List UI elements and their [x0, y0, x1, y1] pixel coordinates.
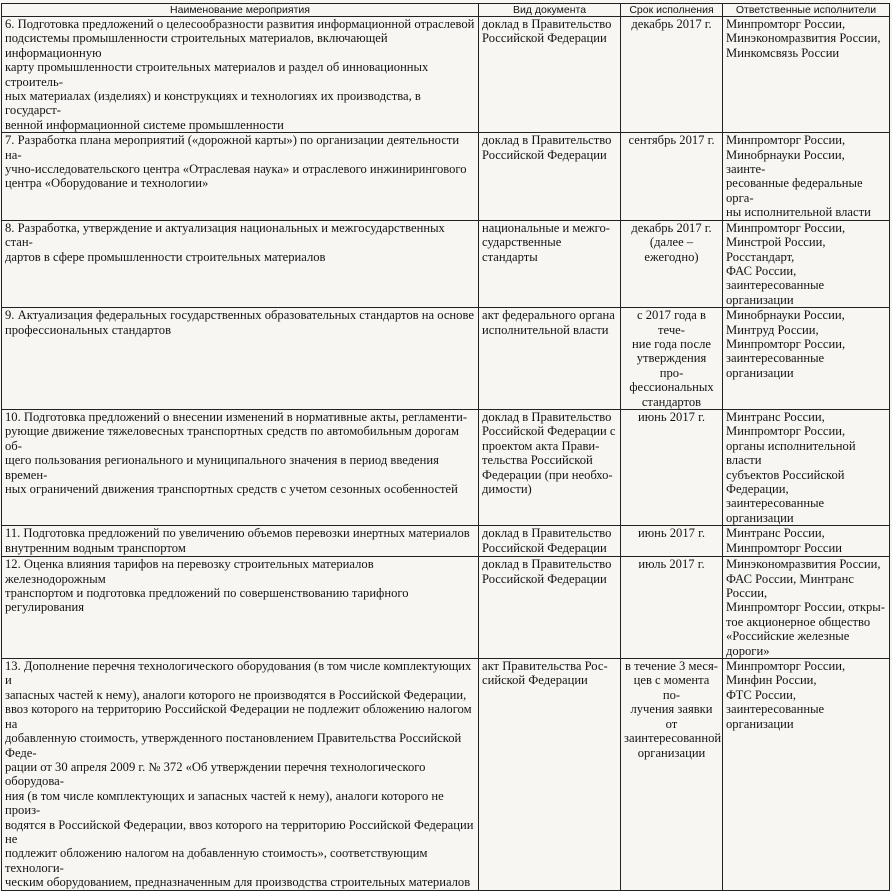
cell-doc-type: доклад в Правительство Российской Федерации: [479, 17, 621, 133]
cell-deadline: июнь 2017 г.: [621, 409, 723, 525]
cell-measure-name: 10. Подготовка предложений о внесении изменений в нормативные акты, регламенти- рующие движение тяжеловесных транспортных средств по автомобильным дорогам об- щего пользования регионального и муниципального значения в период введения времен- ных ограничений движения транспортных средств с учетом сезонных особенностей: [2, 409, 479, 525]
cell-doc-type: акт федерального органа исполнительной власти: [479, 308, 621, 410]
cell-deadline: декабрь 2017 г.: [621, 17, 723, 133]
table-row: [2, 133, 890, 220]
cell-responsible: Минпромторг России, Минфин России, ФТС России, заинтересованные организации: [723, 659, 890, 891]
column-header-deadline: Срок исполнения: [621, 4, 723, 17]
cell-measure-name: 13. Дополнение перечня технологического оборудования (в том числе комплектующих и запасных частей к нему), аналоги которого не производятся в Российской Федерации, ввоз которого на территорию Российской Федерации не подлежит обложению налогом на добавленную стоимость, утвержденного постановлением Правительства Российской Феде- рации от 30 апреля 2009 г. № 372 «Об утверждении перечня технологического оборудова- ния (в том числе комплектующих и запасных частей к нему), аналоги которого не произ- водятся в Российской Федерации, ввоз которого на территорию Российской Федерации не подлежит обложению налогом на добавленную стоимость», соответствующим технологи- ческим оборудованием, предназначенным для производства строительных материалов: [2, 659, 479, 891]
cell-doc-type: доклад в Правительство Российской Федерации с проектом акта Прави- тельства Российской Федерации (при необхо- димости): [479, 409, 621, 525]
table-row: [2, 220, 890, 307]
cell-doc-type: акт Правительства Рос- сийской Федерации: [479, 659, 621, 891]
cell-measure-name: 7. Разработка плана мероприятий («дорожной карты») по организации деятельности на- учно-исследовательского центра «Отраслевая наука» и отраслевого инжинирингового центра «Оборудование и технологии»: [2, 133, 479, 220]
cell-measure-name: 11. Подготовка предложений по увеличению объемов перевозки инертных материалов внутренним водным транспортом: [2, 526, 479, 557]
measures-table: [1, 3, 890, 891]
cell-doc-type: доклад в Правительство Российской Федерации: [479, 133, 621, 220]
cell-deadline: сентябрь 2017 г.: [621, 133, 723, 220]
cell-measure-name: 6. Подготовка предложений о целесообразности развития информационной отраслевой подсистемы промышленности строительных материалов, включающей информационную карту промышленности строительных материалов и раздел об инновационных строитель- ных материалах (изделиях) и конструкциях и технологиях их производства, в государст- венной информационной системе промышленности: [2, 17, 479, 133]
table-row: [2, 409, 890, 525]
cell-responsible: Минобрнауки России, Минтруд России, Минпромторг России, заинтересованные организации: [723, 308, 890, 410]
cell-deadline: июль 2017 г.: [621, 557, 723, 659]
table-row: [2, 659, 890, 891]
table-row: [2, 17, 890, 133]
cell-measure-name: 12. Оценка влияния тарифов на перевозку строительных материалов железнодорожным транспортом и подготовка предложений по совершенствованию тарифного регулирования: [2, 557, 479, 659]
cell-measure-name: 8. Разработка, утверждение и актуализация национальных и межгосударственных стан- дартов в сфере промышленности строительных материалов: [2, 220, 479, 307]
cell-doc-type: доклад в Правительство Российской Федерации: [479, 526, 621, 557]
cell-measure-name: 9. Актуализация федеральных государственных образовательных стандартов на основе профессиональных стандартов: [2, 308, 479, 410]
column-header-responsible: Ответственные исполнители: [723, 4, 890, 17]
table-row: [2, 308, 890, 410]
cell-deadline: июнь 2017 г.: [621, 526, 723, 557]
cell-responsible: Минтранс России, Минпромторг России, органы исполнительной власти субъектов Российской Федерации, заинтересованные организации: [723, 409, 890, 525]
cell-deadline: с 2017 года в тече- ние года после утверждения про- фессиональных стандартов: [621, 308, 723, 410]
column-header-doc-type: Вид документа: [479, 4, 621, 17]
column-header-name: Наименование мероприятия: [2, 4, 479, 17]
table-header-row: [2, 4, 890, 17]
cell-responsible: Минтранс России, Минпромторг России: [723, 526, 890, 557]
cell-doc-type: доклад в Правительство Российской Федерации: [479, 557, 621, 659]
cell-responsible: Минэкономразвития России, ФАС России, Минтранс России, Минпромторг России, откры- тое акционерное общество «Российские железные дороги»: [723, 557, 890, 659]
cell-responsible: Минпромторг России, Минстрой России, Росстандарт, ФАС России, заинтересованные организации: [723, 220, 890, 307]
table-row: [2, 557, 890, 659]
cell-deadline: декабрь 2017 г. (далее – ежегодно): [621, 220, 723, 307]
cell-doc-type: национальные и межго- сударственные стандарты: [479, 220, 621, 307]
cell-deadline: в течение 3 меся- цев с момента по- лучения заявки от заинтересованной организации: [621, 659, 723, 891]
cell-responsible: Минпромторг России, Минэкономразвития России, Минкомсвязь России: [723, 17, 890, 133]
cell-responsible: Минпромторг России, Минобрнауки России, заинте- ресованные федеральные орга- ны исполнительной власти: [723, 133, 890, 220]
table-row: [2, 526, 890, 557]
